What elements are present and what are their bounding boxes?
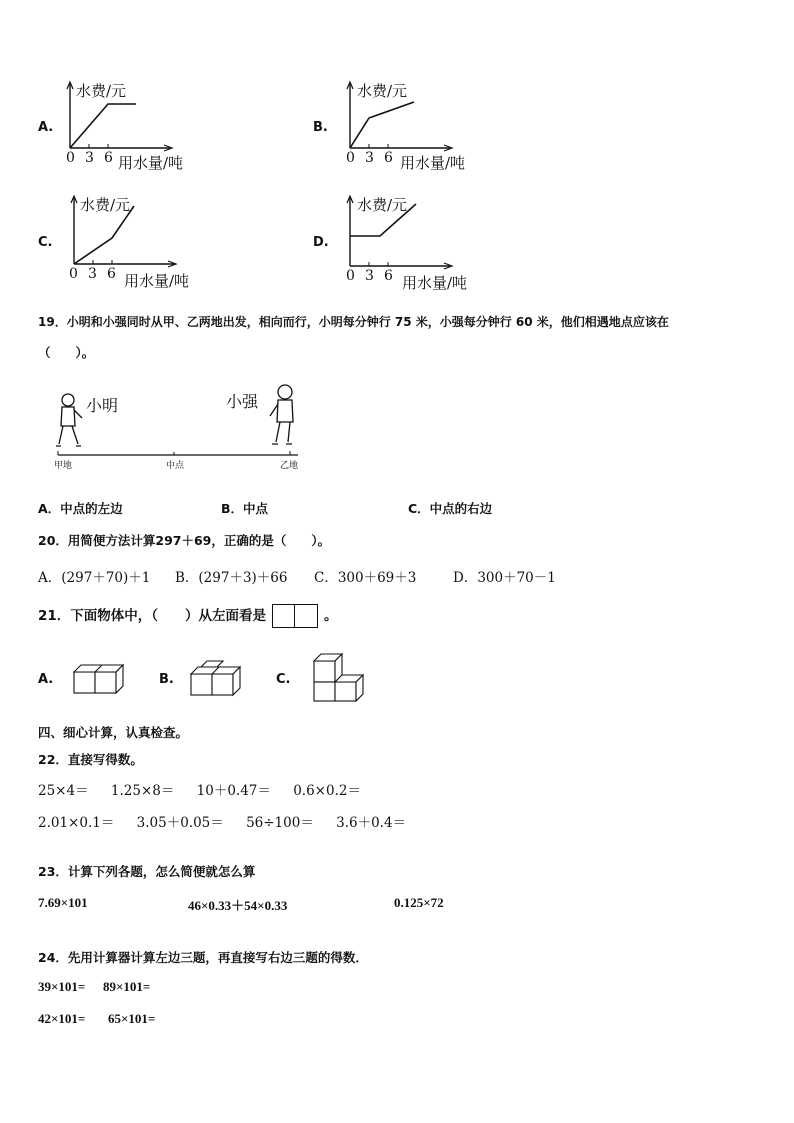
cube-figure-b-icon — [189, 658, 241, 702]
expr: 25×4＝ — [38, 783, 89, 799]
q23-item-1: 7.69×101 — [38, 895, 88, 910]
walker-right-icon — [270, 385, 293, 444]
expr: 3.05＋0.05＝ — [136, 815, 224, 831]
option-label: A. — [38, 120, 54, 135]
graph-tick-3: 3 — [85, 150, 94, 166]
question-21 — [38, 604, 338, 628]
question-22-title: 22．直接写得数。 — [38, 752, 143, 767]
graph-tick-3: 3 — [88, 266, 97, 282]
graph-line — [350, 102, 414, 148]
question-19-blank: （ ）。 — [38, 345, 95, 360]
q20-option-a[interactable]: A．(297＋70)＋1 — [38, 570, 151, 586]
option-label: C. — [38, 235, 53, 250]
q20-option-b[interactable]: B．(297＋3)＋66 — [175, 570, 288, 586]
question-24-title: 24．先用计算器计算左边三题，再直接写右边三题的得数． — [38, 950, 368, 965]
q24-item-2: 89×101= — [103, 979, 151, 994]
graph-tick-6: 6 — [104, 150, 113, 166]
option-label: D. — [313, 235, 329, 250]
question-21-text: 21．下面物体中，（ ）从左面看是 — [38, 608, 267, 624]
question-23-title: 23．计算下列各题，怎么简便就怎么算 — [38, 864, 256, 879]
q20-option-d[interactable]: D．300＋70－1 — [453, 570, 556, 586]
q20-option-c[interactable]: C．300＋69＋3 — [314, 570, 417, 586]
graph-tick-0: 0 — [346, 268, 355, 284]
question-19-text: 19．小明和小强同时从甲、乙两地出发，相向而行，小明每分钟行 75 米，小强每分钟行 60 米，他们相遇地点应该在 — [38, 315, 669, 329]
q19-option-a[interactable]: A．中点的左边 — [38, 501, 123, 516]
q21-option-b-label[interactable]: B. — [159, 672, 174, 687]
left-view-two-squares-icon — [272, 604, 318, 628]
graph-tick-3: 3 — [365, 150, 374, 166]
graph-tick-6: 6 — [384, 268, 393, 284]
label-end-place: 乙地 — [280, 461, 299, 471]
graph-ylabel: 水费/元 — [76, 82, 127, 100]
graph-xlabel: 用水量/吨 — [124, 272, 190, 290]
label-start-place: 甲地 — [54, 461, 73, 471]
label-midpoint: 中点 — [166, 461, 185, 471]
question-20-text: 20．用简便方法计算297＋69，正确的是（ ）。 — [38, 533, 331, 548]
q21-option-a-label[interactable]: A. — [38, 672, 54, 687]
graph-tick-3: 3 — [365, 268, 374, 284]
graph-tick-6: 6 — [107, 266, 116, 282]
graph-ylabel: 水费/元 — [357, 82, 408, 100]
q24-item-3: 42×101= — [38, 1011, 86, 1026]
expr: 2.01×0.1＝ — [38, 815, 115, 831]
label-xiaoming: 小明 — [86, 396, 119, 415]
q21-option-c-label[interactable]: C. — [276, 672, 291, 687]
graph-tick-0: 0 — [69, 266, 78, 282]
expr: 10＋0.47＝ — [196, 783, 271, 799]
expr: 56÷100＝ — [246, 815, 314, 831]
label-xiaoqiang: 小强 — [226, 392, 259, 411]
graph-xlabel: 用水量/吨 — [118, 154, 184, 172]
graph-tick-0: 0 — [346, 150, 355, 166]
expr: 0.6×0.2＝ — [293, 783, 361, 799]
q22-row-1 — [38, 779, 379, 799]
q24-item-4: 65×101= — [108, 1011, 156, 1026]
q22-row-2 — [38, 811, 424, 831]
section-4-heading: 四、细心计算，认真检查。 — [38, 725, 189, 740]
graph-xlabel: 用水量/吨 — [400, 154, 466, 172]
expr: 1.25×8＝ — [110, 783, 175, 799]
question-21-end: 。 — [324, 608, 338, 624]
option-label: B. — [313, 120, 328, 135]
q23-item-2: 46×0.33＋54×0.33 — [188, 898, 288, 913]
q19-option-b[interactable]: B．中点 — [221, 501, 269, 516]
graph-tick-6: 6 — [384, 150, 393, 166]
walker-left-icon — [56, 394, 82, 446]
expr: 3.6＋0.4＝ — [336, 815, 407, 831]
q23-item-3: 0.125×72 — [394, 895, 444, 910]
cube-figure-a-icon — [72, 662, 124, 700]
graph-line — [70, 104, 136, 148]
q19-option-c[interactable]: C．中点的右边 — [408, 501, 493, 516]
graph-tick-0: 0 — [66, 150, 75, 166]
graph-ylabel: 水费/元 — [80, 196, 131, 214]
graph-xlabel: 用水量/吨 — [402, 274, 468, 292]
graph-ylabel: 水费/元 — [357, 196, 408, 214]
q24-item-1: 39×101= — [38, 979, 86, 994]
cube-figure-c-icon — [312, 652, 364, 708]
